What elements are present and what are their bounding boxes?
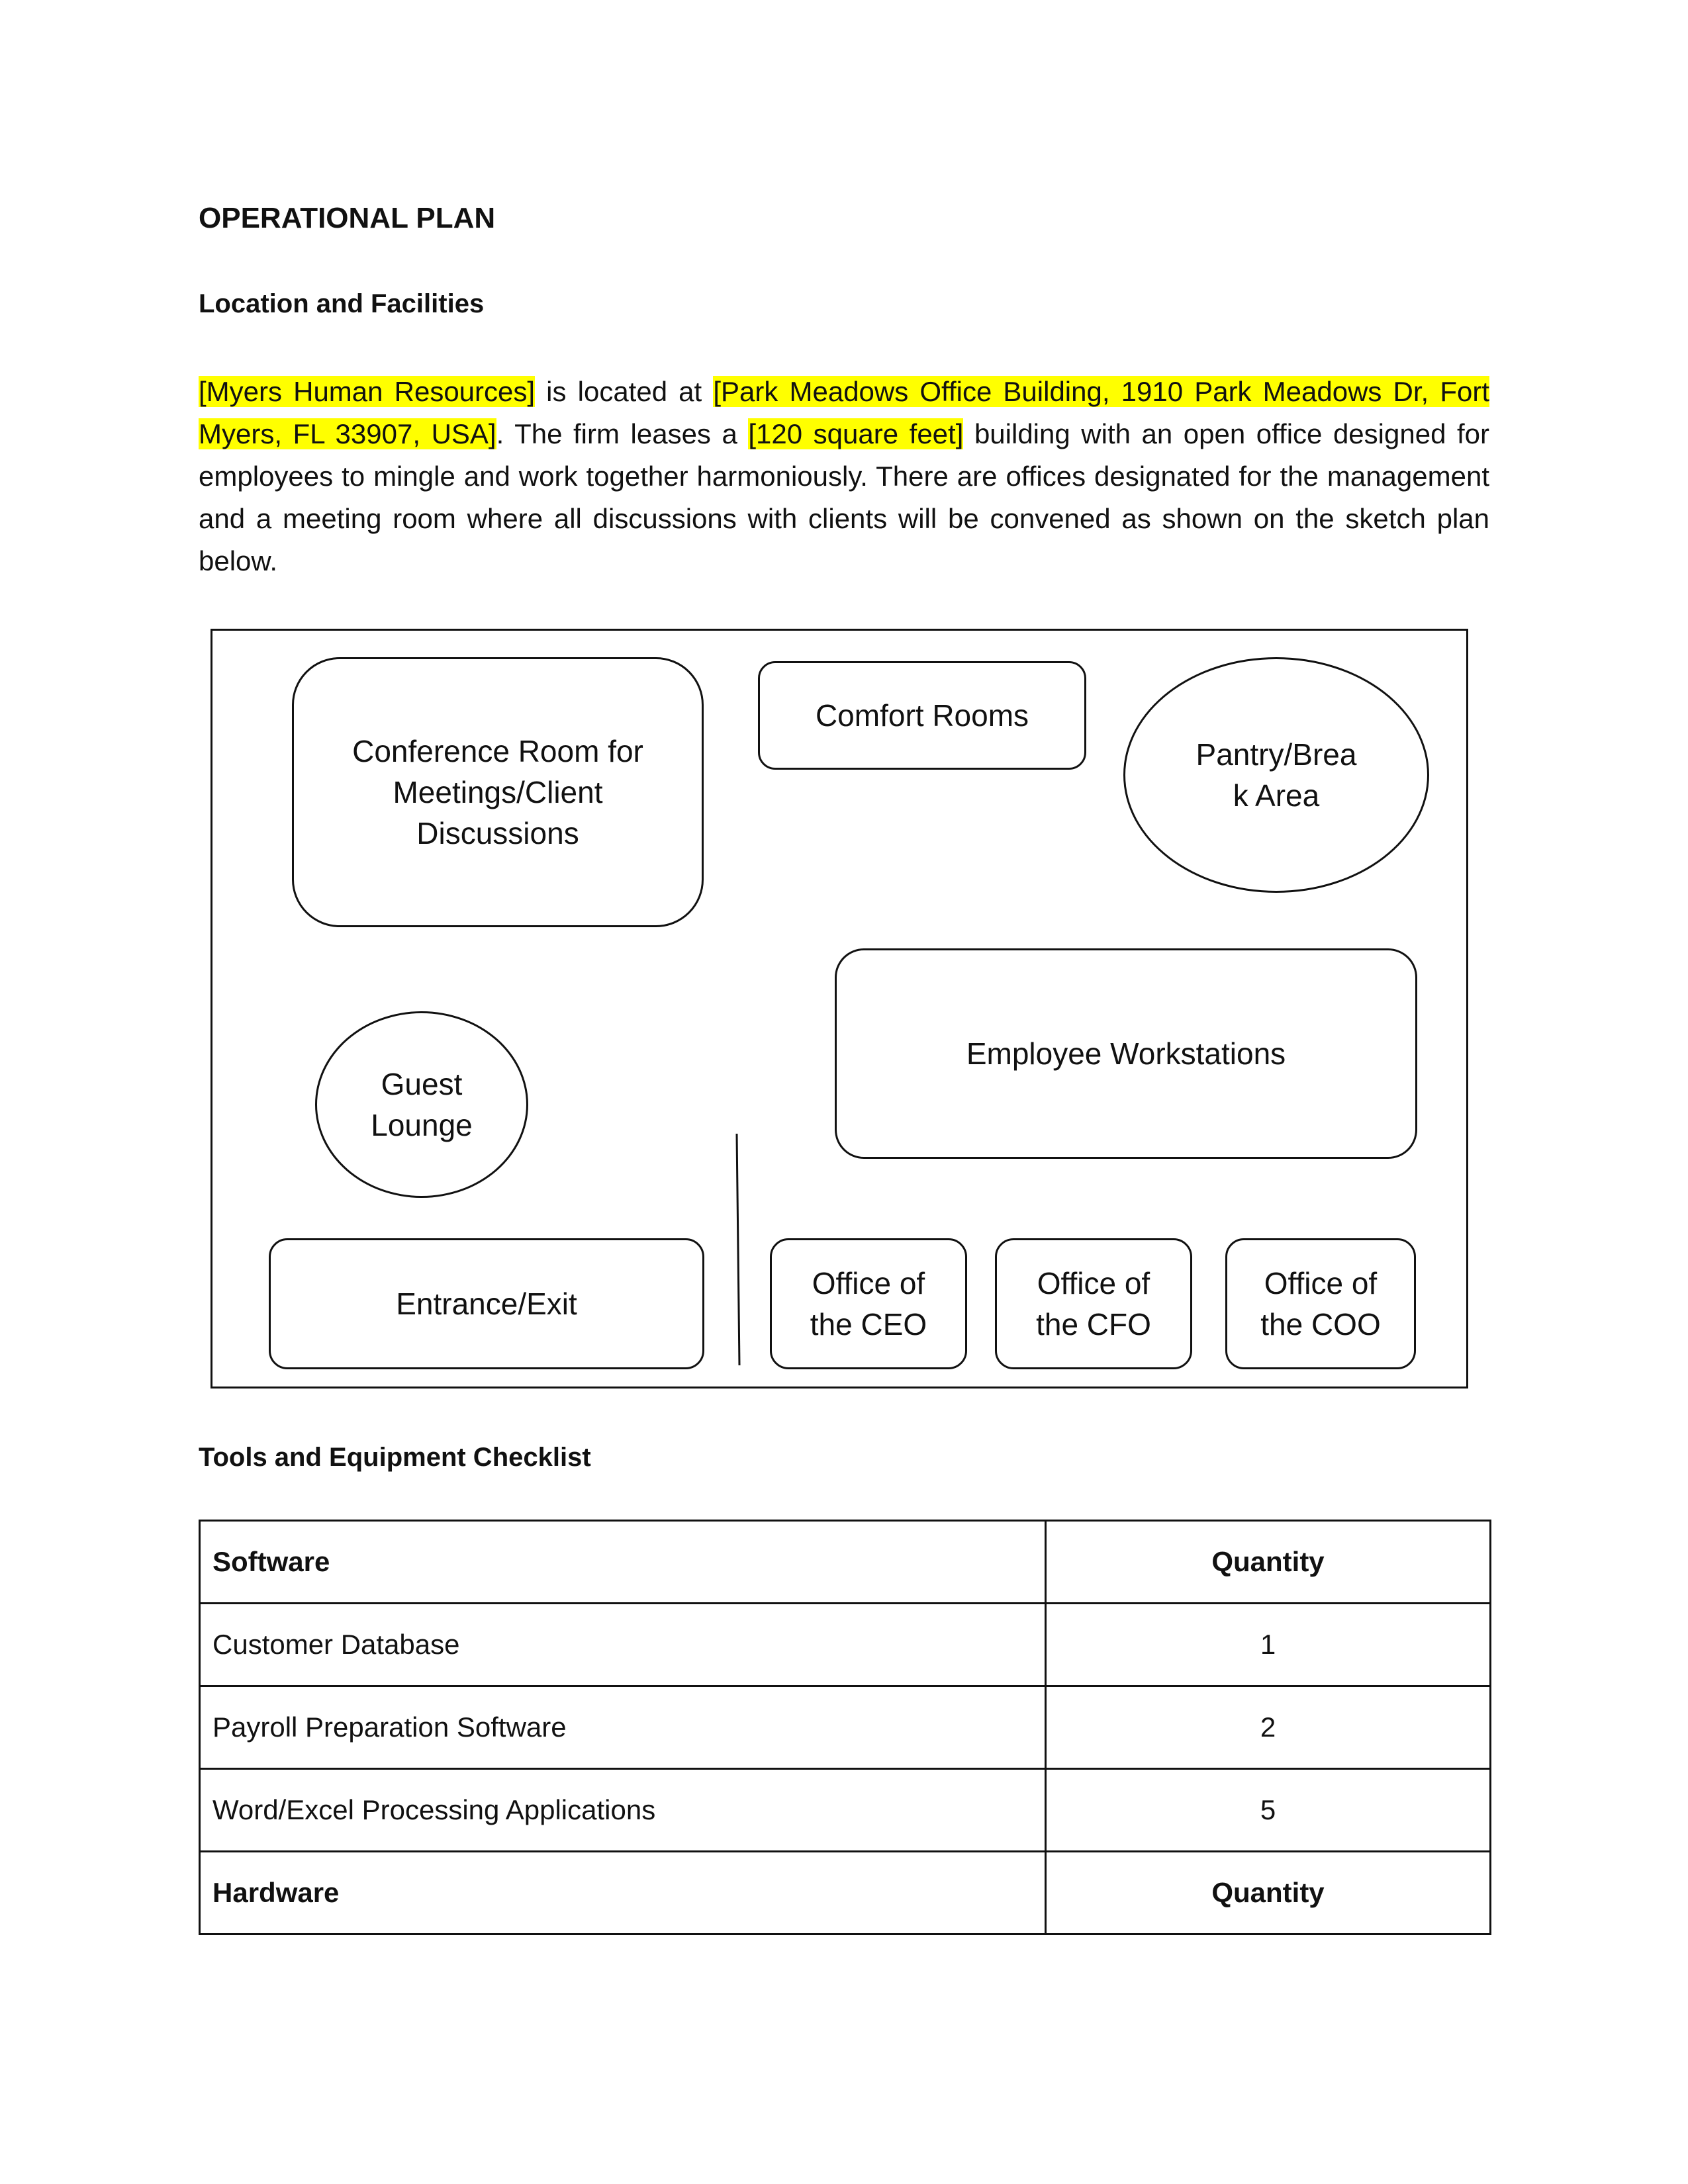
size-highlight: [120 square feet] (748, 418, 964, 449)
entrance-exit-label: Entrance/Exit (396, 1287, 577, 1321)
employee-workstations-label: Employee Workstations (966, 1036, 1286, 1071)
software-header-quantity: Quantity (1046, 1521, 1491, 1604)
office-coo-label-line-1: Office of (1264, 1266, 1378, 1300)
item-name: Payroll Preparation Software (200, 1686, 1046, 1769)
table-row (200, 1686, 1491, 1769)
pantry-label-line-1: Pantry/Brea (1196, 737, 1357, 772)
table-row (200, 1769, 1491, 1852)
paragraph-text-2: . The firm leases a (496, 418, 749, 449)
office-coo (1225, 1238, 1416, 1369)
paragraph-text-1: is located at (535, 376, 714, 407)
address-highlight: [Park Meadows Office Building, 1910 Park Meadows Dr, Fort Myers, FL 33907, USA] (199, 376, 1490, 449)
item-name: Customer Database (200, 1604, 1046, 1686)
comfort-rooms-label: Comfort Rooms (815, 698, 1029, 733)
location-heading: Location and Facilities (199, 289, 485, 318)
entrance-exit (269, 1238, 704, 1369)
software-header-label: Software (200, 1521, 1046, 1604)
office-coo-label (1260, 1263, 1381, 1345)
floor-plan-sketch (211, 629, 1468, 1388)
location-paragraph (199, 371, 1489, 582)
pantry-label-line-2: k Area (1233, 778, 1320, 813)
guest-lounge-label-line-1: Guest (381, 1067, 463, 1101)
hardware-header-label: Hardware (200, 1852, 1046, 1934)
conference-room-label-line-1: Conference Room for (352, 734, 643, 768)
page-title: OPERATIONAL PLAN (199, 202, 496, 234)
tools-heading: Tools and Equipment Checklist (199, 1443, 591, 1472)
hardware-header-row (200, 1852, 1491, 1934)
office-cfo (995, 1238, 1192, 1369)
software-header-row (200, 1521, 1491, 1604)
equipment-checklist-table (199, 1520, 1491, 1935)
office-ceo (770, 1238, 967, 1369)
item-quantity: 2 (1046, 1686, 1491, 1769)
table-row (200, 1604, 1491, 1686)
guest-lounge-label-line-2: Lounge (371, 1108, 473, 1142)
conference-room-label-line-2: Meetings/Client (393, 775, 603, 809)
conference-room-label-line-3: Discussions (416, 816, 579, 850)
item-quantity: 1 (1046, 1604, 1491, 1686)
hardware-header-quantity: Quantity (1046, 1852, 1491, 1934)
office-coo-label-line-2: the COO (1260, 1307, 1381, 1342)
item-name: Word/Excel Processing Applications (200, 1769, 1046, 1852)
item-quantity: 5 (1046, 1769, 1491, 1852)
office-ceo-label-line-2: the CEO (810, 1307, 927, 1342)
paragraph-text-3: building with an open office designed for employees to mingle and work together harmoniously. There are offices designated for the management and a meeting room where all discussions with clients will be convened as shown on the sketch plan below. (199, 418, 1489, 576)
company-name-highlight: [Myers Human Resources] (199, 376, 536, 407)
office-cfo-label-line-1: Office of (1037, 1266, 1150, 1300)
office-cfo-label-line-2: the CFO (1036, 1307, 1151, 1342)
office-ceo-label-line-1: Office of (812, 1266, 925, 1300)
office-cfo-label (1036, 1263, 1151, 1345)
office-ceo-label (810, 1263, 927, 1345)
